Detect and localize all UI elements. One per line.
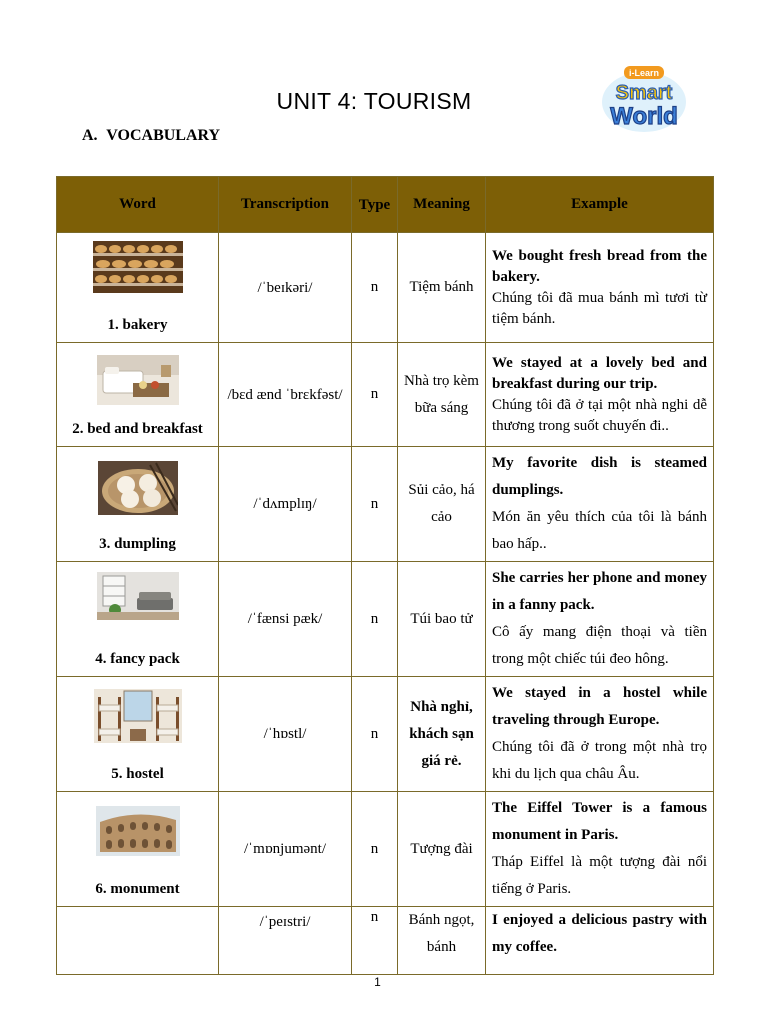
word-cell <box>57 907 219 975</box>
example-cell <box>486 907 714 975</box>
example-vietnamese: Chúng tôi đã ở trong một nhà trọ khi du lịch qua châu Âu. <box>492 739 707 782</box>
bread-shelves-image <box>93 241 183 293</box>
transcription-cell: /ˈmɒnjumənt/ <box>219 792 352 907</box>
bunk-beds-image <box>94 689 182 743</box>
example-english: My favorite dish is steamed dumplings. <box>492 455 707 498</box>
table-row <box>57 343 714 447</box>
example-vietnamese: Món ăn yêu thích của tôi là bánh bao hấp.. <box>492 509 707 552</box>
word-cell <box>57 562 219 677</box>
example-english: We bought fresh bread from the bakery. <box>492 247 707 285</box>
example-english: I enjoyed a delicious pastry with my coffee. <box>492 912 707 955</box>
table-header-row <box>57 177 714 233</box>
type-cell: n <box>352 343 398 447</box>
example-cell <box>486 343 714 447</box>
example-cell <box>486 233 714 343</box>
example-english: We stayed in a hostel while traveling through Europe. <box>492 685 707 728</box>
column-header-example: Example <box>486 177 714 233</box>
word-cell <box>57 233 219 343</box>
transcription-cell: /ˈbeɪkəri/ <box>219 233 352 343</box>
transcription-cell: /bɛd ænd ˈbrɛkfəst/ <box>219 343 352 447</box>
column-header-word: Word <box>57 177 219 233</box>
meaning-cell: Tiệm bánh <box>398 233 486 343</box>
meaning-cell: Tượng đài <box>398 792 486 907</box>
example-cell <box>486 677 714 792</box>
type-cell: n <box>352 233 398 343</box>
meaning-cell: Sủi cảo, há cảo <box>398 447 486 562</box>
word-cell <box>57 343 219 447</box>
page-number: 1 <box>374 975 381 989</box>
type-cell: n <box>352 677 398 792</box>
word-label: 4. fancy pack <box>95 651 180 667</box>
table-row <box>57 677 714 792</box>
word-cell <box>57 447 219 562</box>
word-cell <box>57 677 219 792</box>
table-row <box>57 562 714 677</box>
type-cell: n <box>352 792 398 907</box>
example-cell <box>486 562 714 677</box>
table-row <box>57 907 714 975</box>
transcription-cell: /ˈpeɪstri/ <box>219 907 352 975</box>
example-english: The Eiffel Tower is a famous monument in Paris. <box>492 800 707 843</box>
word-cell <box>57 792 219 907</box>
word-label: 3. dumpling <box>99 536 176 552</box>
transcription-cell: /ˈhɒstl/ <box>219 677 352 792</box>
section-heading <box>82 127 225 145</box>
meaning-cell: Nhà trọ kèm bữa sáng <box>398 343 486 447</box>
steamed-buns-image <box>98 461 178 515</box>
svg-text:i-Learn: i-Learn <box>628 68 660 78</box>
column-header-transcription: Transcription <box>219 177 352 233</box>
word-label: 2. bed and breakfast <box>72 421 203 437</box>
smart-world-logo <box>598 62 690 134</box>
table-row <box>57 792 714 907</box>
living-room-image <box>97 572 179 620</box>
section-marker: A. <box>82 127 98 144</box>
transcription-cell: /ˈdʌmplɪŋ/ <box>219 447 352 562</box>
colosseum-image <box>96 806 180 856</box>
table-row <box>57 233 714 343</box>
transcription-cell: /ˈfænsi pæk/ <box>219 562 352 677</box>
meaning-cell: Nhà nghỉ, khách sạn giá rẻ. <box>398 677 486 792</box>
type-cell: n <box>352 447 398 562</box>
meaning-cell: Túi bao tử <box>398 562 486 677</box>
example-cell <box>486 447 714 562</box>
meaning-cell: Bánh ngọt, bánh <box>398 907 486 975</box>
example-english: She carries her phone and money in a fanny pack. <box>492 570 707 613</box>
column-header-type: Type <box>352 177 398 233</box>
word-label: 5. hostel <box>111 766 164 782</box>
page-title: UNIT 4: TOURISM <box>276 88 472 114</box>
svg-text:Smart: Smart <box>615 82 673 104</box>
svg-text:World: World <box>610 103 678 130</box>
vocabulary-table <box>56 176 714 975</box>
type-cell: n <box>352 907 398 975</box>
example-vietnamese: Chúng tôi đã mua bánh mì tươi từ tiệm bánh. <box>492 289 707 327</box>
example-english: We stayed at a lovely bed and breakfast during our trip. <box>492 354 707 392</box>
example-vietnamese: Tháp Eiffel là một tượng đài nổi tiếng ở Paris. <box>492 854 707 897</box>
section-title: VOCABULARY <box>106 127 221 144</box>
word-label: 6. monument <box>95 881 180 897</box>
word-label: 1. bakery <box>107 317 168 333</box>
example-vietnamese: Cô ấy mang điện thoại và tiền trong một chiếc túi đeo hông. <box>492 624 707 667</box>
column-header-meaning: Meaning <box>398 177 486 233</box>
example-vietnamese: Chúng tôi đã ở tại một nhà nghi dễ thương trong suốt chuyến đi.. <box>492 396 707 434</box>
bedroom-breakfast-image <box>97 355 179 405</box>
example-cell <box>486 792 714 907</box>
table-row <box>57 447 714 562</box>
type-cell: n <box>352 562 398 677</box>
